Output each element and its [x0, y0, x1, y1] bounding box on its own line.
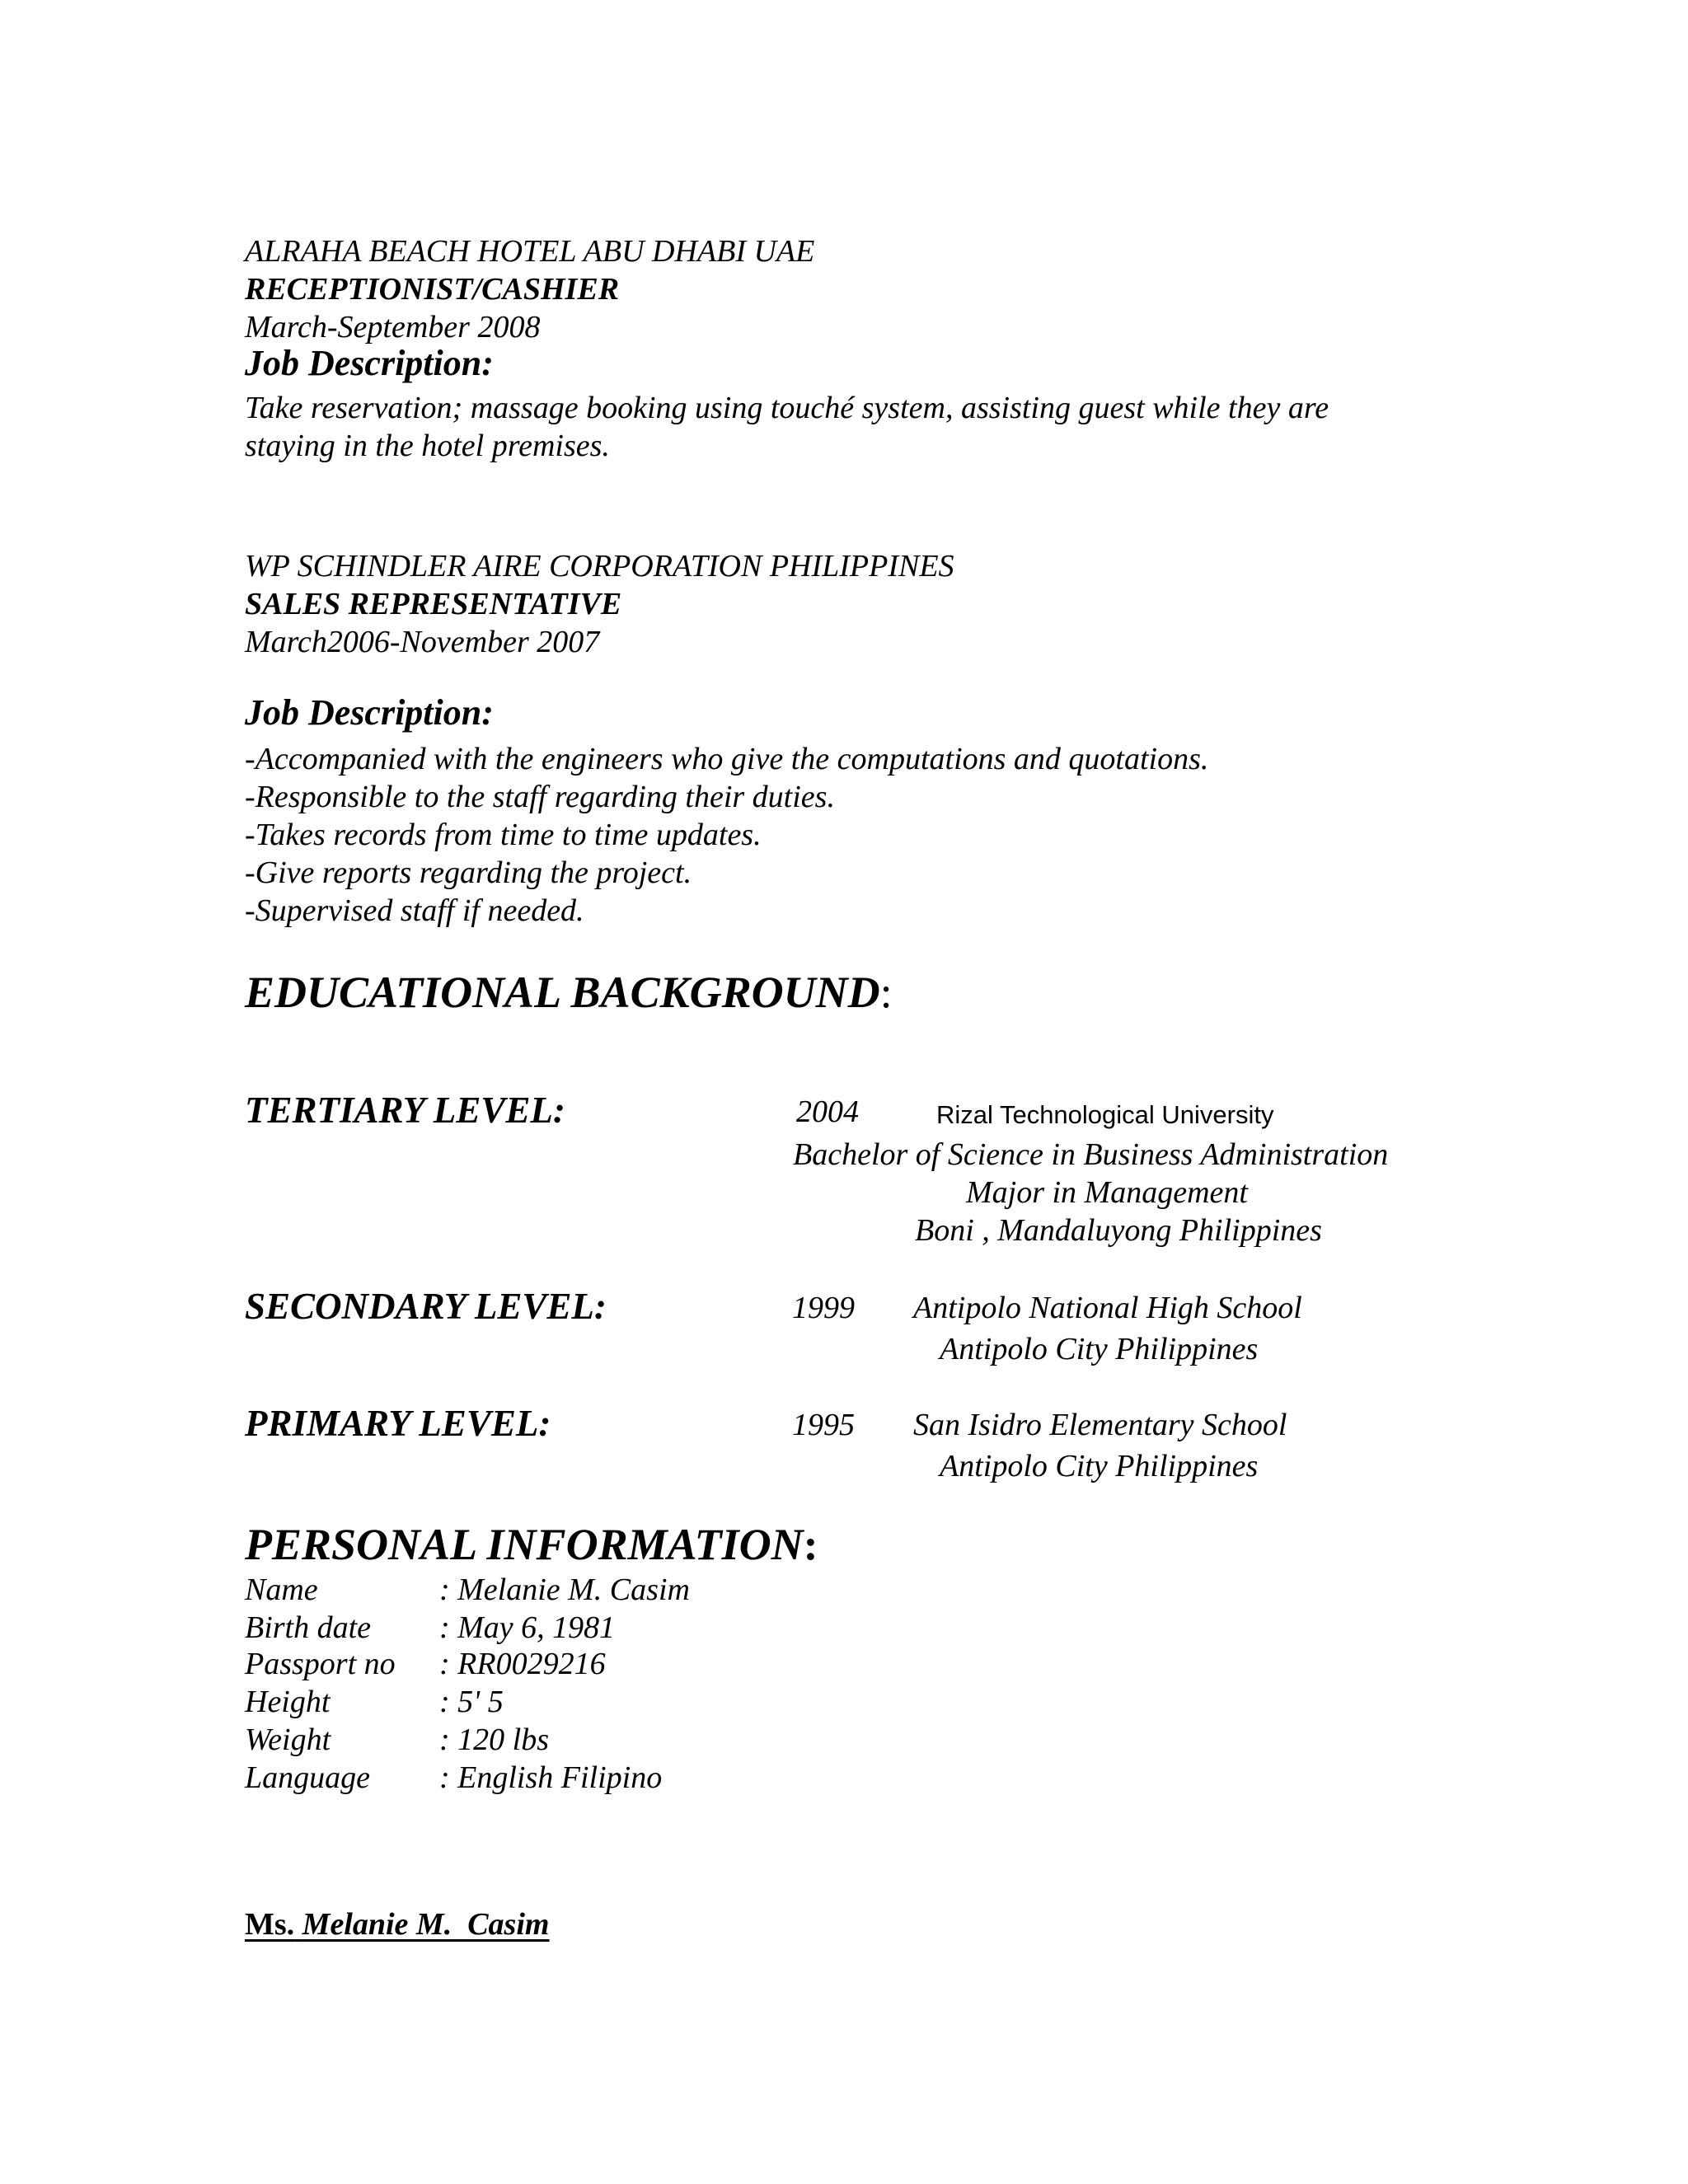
job-description-line: Take reservation; massage booking using touché system, assisting guest while they are [245, 391, 1329, 425]
personal-value: : 5' 5 [439, 1685, 504, 1719]
personal-value: : Melanie M. Casim [439, 1572, 690, 1607]
job-company: ALRAHA BEACH HOTEL ABU DHABI UAE [245, 234, 815, 269]
secondary-level-label: SECONDARY LEVEL: [245, 1286, 607, 1327]
job-description-heading: Job Description: [245, 692, 494, 733]
personal-info-heading-text: PERSONAL INFORMATION [245, 1520, 804, 1569]
personal-value: : 120 lbs [439, 1722, 549, 1757]
tertiary-major: Major in Management [966, 1175, 1248, 1210]
education-heading-colon: : [879, 968, 893, 1017]
personal-label: Language [245, 1760, 370, 1795]
signature-name [245, 1905, 549, 1943]
personal-info-heading-colon: : [803, 1520, 818, 1569]
personal-value: : May 6, 1981 [439, 1610, 616, 1645]
tertiary-level-label: TERTIARY LEVEL: [245, 1090, 565, 1131]
job-title: RECEPTIONIST/CASHIER [245, 272, 620, 307]
secondary-year: 1999 [792, 1291, 855, 1325]
primary-year: 1995 [792, 1408, 855, 1442]
personal-value: : RR0029216 [439, 1647, 606, 1681]
job-description-line: -Takes records from time to time updates. [245, 818, 762, 852]
job-description-line: staying in the hotel premises. [245, 429, 610, 463]
personal-label: Height [245, 1685, 331, 1719]
job-description-line: -Supervised staff if needed. [245, 893, 584, 928]
tertiary-year: 2004 [796, 1094, 859, 1129]
job-description-line: -Accompanied with the engineers who give the computations and quotations. [245, 742, 1209, 776]
signature-prefix: Ms. [245, 1907, 295, 1942]
job-period: March-September 2008 [245, 310, 541, 344]
personal-label: Birth date [245, 1610, 372, 1645]
signature-full-name: Melanie M. Casim [302, 1907, 550, 1942]
job-description-heading: Job Description: [245, 343, 494, 383]
personal-value: : English Filipino [439, 1760, 663, 1795]
tertiary-degree: Bachelor of Science in Business Administration [793, 1137, 1389, 1172]
secondary-school: Antipolo National High School [913, 1291, 1302, 1325]
education-heading [245, 966, 893, 1019]
education-heading-text: EDUCATIONAL BACKGROUND [245, 968, 880, 1017]
job-period: March2006-November 2007 [245, 625, 600, 659]
job-title: SALES REPRESENTATIVE [245, 587, 622, 621]
job-description-line: -Give reports regarding the project. [245, 855, 692, 890]
tertiary-location: Boni , Mandaluyong Philippines [915, 1213, 1322, 1248]
primary-school: San Isidro Elementary School [913, 1408, 1287, 1442]
secondary-location: Antipolo City Philippines [940, 1332, 1259, 1366]
primary-level-label: PRIMARY LEVEL: [245, 1403, 551, 1444]
job-company: WP SCHINDLER AIRE CORPORATION PHILIPPINES [245, 549, 954, 583]
tertiary-school: Rizal Technological University [936, 1100, 1274, 1129]
personal-info-heading [245, 1518, 818, 1571]
personal-label: Name [245, 1572, 318, 1607]
personal-label: Passport no [245, 1647, 396, 1681]
personal-label: Weight [245, 1722, 331, 1757]
primary-location: Antipolo City Philippines [940, 1449, 1259, 1483]
job-description-line: -Responsible to the staff regarding their duties. [245, 780, 835, 814]
